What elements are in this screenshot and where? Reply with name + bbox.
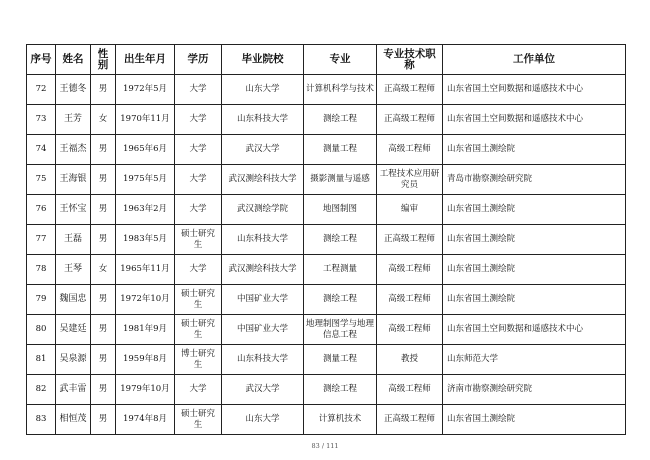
cell-major: 地图制图 bbox=[304, 195, 377, 225]
cell-seq: 81 bbox=[27, 345, 56, 375]
cell-workplace: 山东师范大学 bbox=[443, 345, 626, 375]
header-school: 毕业院校 bbox=[222, 45, 304, 75]
table-row bbox=[27, 165, 626, 195]
cell-name: 王海银 bbox=[56, 165, 91, 195]
cell-education: 博士研究生 bbox=[175, 345, 222, 375]
cell-title: 正高级工程师 bbox=[377, 105, 443, 135]
cell-name: 相恒茂 bbox=[56, 405, 91, 435]
cell-birth: 1965年11月 bbox=[116, 255, 175, 285]
cell-education: 大学 bbox=[175, 255, 222, 285]
cell-school: 中国矿业大学 bbox=[222, 285, 304, 315]
cell-gender: 男 bbox=[91, 75, 116, 105]
cell-school: 山东大学 bbox=[222, 405, 304, 435]
cell-education: 大学 bbox=[175, 105, 222, 135]
cell-education: 大学 bbox=[175, 165, 222, 195]
header-title: 专业技术职称 bbox=[377, 45, 443, 75]
cell-education: 大学 bbox=[175, 195, 222, 225]
cell-education: 大学 bbox=[175, 75, 222, 105]
table-row bbox=[27, 75, 626, 105]
cell-name: 武丰雷 bbox=[56, 375, 91, 405]
cell-seq: 74 bbox=[27, 135, 56, 165]
cell-education: 硕士研究生 bbox=[175, 285, 222, 315]
cell-birth: 1970年11月 bbox=[116, 105, 175, 135]
cell-major: 摄影测量与遥感 bbox=[304, 165, 377, 195]
cell-major: 测量工程 bbox=[304, 135, 377, 165]
cell-seq: 80 bbox=[27, 315, 56, 345]
cell-name: 吴泉源 bbox=[56, 345, 91, 375]
cell-birth: 1979年10月 bbox=[116, 375, 175, 405]
table-row bbox=[27, 225, 626, 255]
table-row bbox=[27, 195, 626, 225]
cell-seq: 83 bbox=[27, 405, 56, 435]
cell-school: 武汉大学 bbox=[222, 375, 304, 405]
cell-title: 高级工程师 bbox=[377, 315, 443, 345]
cell-name: 吴建廷 bbox=[56, 315, 91, 345]
cell-school: 中国矿业大学 bbox=[222, 315, 304, 345]
cell-gender: 女 bbox=[91, 255, 116, 285]
cell-birth: 1972年5月 bbox=[116, 75, 175, 105]
cell-birth: 1963年2月 bbox=[116, 195, 175, 225]
cell-major: 计算机科学与技术 bbox=[304, 75, 377, 105]
cell-workplace: 山东省国土测绘院 bbox=[443, 285, 626, 315]
cell-seq: 72 bbox=[27, 75, 56, 105]
cell-birth: 1972年10月 bbox=[116, 285, 175, 315]
cell-birth: 1974年8月 bbox=[116, 405, 175, 435]
cell-title: 正高级工程师 bbox=[377, 405, 443, 435]
cell-gender: 男 bbox=[91, 285, 116, 315]
cell-name: 王琴 bbox=[56, 255, 91, 285]
header-education: 学历 bbox=[175, 45, 222, 75]
cell-gender: 男 bbox=[91, 195, 116, 225]
cell-title: 高级工程师 bbox=[377, 255, 443, 285]
cell-birth: 1983年5月 bbox=[116, 225, 175, 255]
cell-workplace: 山东省国土空间数据和遥感技术中心 bbox=[443, 315, 626, 345]
cell-title: 工程技术应用研究员 bbox=[377, 165, 443, 195]
cell-gender: 男 bbox=[91, 165, 116, 195]
cell-name: 王德冬 bbox=[56, 75, 91, 105]
cell-major: 地理制图学与地理信息工程 bbox=[304, 315, 377, 345]
cell-title: 编审 bbox=[377, 195, 443, 225]
cell-major: 测绘工程 bbox=[304, 225, 377, 255]
cell-title: 教授 bbox=[377, 345, 443, 375]
table-row bbox=[27, 285, 626, 315]
cell-workplace: 山东省国土空间数据和遥感技术中心 bbox=[443, 75, 626, 105]
cell-workplace: 山东省国土测绘院 bbox=[443, 225, 626, 255]
cell-major: 测绘工程 bbox=[304, 375, 377, 405]
cell-school: 武汉测绘科技大学 bbox=[222, 255, 304, 285]
table-body bbox=[27, 75, 626, 435]
cell-gender: 男 bbox=[91, 405, 116, 435]
cell-seq: 76 bbox=[27, 195, 56, 225]
cell-workplace: 山东省国土空间数据和遥感技术中心 bbox=[443, 105, 626, 135]
cell-education: 大学 bbox=[175, 375, 222, 405]
cell-major: 测量工程 bbox=[304, 345, 377, 375]
personnel-table bbox=[26, 44, 626, 435]
cell-title: 正高级工程师 bbox=[377, 225, 443, 255]
cell-seq: 82 bbox=[27, 375, 56, 405]
header-name: 姓名 bbox=[56, 45, 91, 75]
cell-major: 测绘工程 bbox=[304, 105, 377, 135]
cell-gender: 男 bbox=[91, 225, 116, 255]
cell-birth: 1981年9月 bbox=[116, 315, 175, 345]
cell-major: 测绘工程 bbox=[304, 285, 377, 315]
cell-gender: 男 bbox=[91, 345, 116, 375]
header-workplace: 工作单位 bbox=[443, 45, 626, 75]
cell-gender: 女 bbox=[91, 105, 116, 135]
header-gender: 性别 bbox=[91, 45, 116, 75]
cell-gender: 男 bbox=[91, 315, 116, 345]
cell-education: 硕士研究生 bbox=[175, 225, 222, 255]
cell-school: 山东科技大学 bbox=[222, 105, 304, 135]
cell-seq: 73 bbox=[27, 105, 56, 135]
cell-workplace: 青岛市勘察测绘研究院 bbox=[443, 165, 626, 195]
cell-seq: 78 bbox=[27, 255, 56, 285]
table-row bbox=[27, 255, 626, 285]
cell-title: 正高级工程师 bbox=[377, 75, 443, 105]
cell-education: 硕士研究生 bbox=[175, 315, 222, 345]
cell-seq: 75 bbox=[27, 165, 56, 195]
cell-birth: 1959年8月 bbox=[116, 345, 175, 375]
cell-school: 武汉测绘科技大学 bbox=[222, 165, 304, 195]
table-header-row bbox=[27, 45, 626, 75]
cell-school: 武汉测绘学院 bbox=[222, 195, 304, 225]
cell-education: 大学 bbox=[175, 135, 222, 165]
table-row bbox=[27, 375, 626, 405]
cell-birth: 1975年5月 bbox=[116, 165, 175, 195]
cell-education: 硕士研究生 bbox=[175, 405, 222, 435]
cell-workplace: 山东省国土测绘院 bbox=[443, 405, 626, 435]
table-row bbox=[27, 345, 626, 375]
cell-school: 山东大学 bbox=[222, 75, 304, 105]
cell-seq: 79 bbox=[27, 285, 56, 315]
cell-title: 高级工程师 bbox=[377, 135, 443, 165]
cell-title: 高级工程师 bbox=[377, 285, 443, 315]
cell-major: 工程测量 bbox=[304, 255, 377, 285]
cell-name: 王怀宝 bbox=[56, 195, 91, 225]
cell-name: 王磊 bbox=[56, 225, 91, 255]
cell-gender: 男 bbox=[91, 375, 116, 405]
cell-workplace: 山东省国土测绘院 bbox=[443, 255, 626, 285]
cell-birth: 1965年6月 bbox=[116, 135, 175, 165]
header-seq: 序号 bbox=[27, 45, 56, 75]
cell-school: 山东科技大学 bbox=[222, 345, 304, 375]
cell-gender: 男 bbox=[91, 135, 116, 165]
cell-major: 计算机技术 bbox=[304, 405, 377, 435]
cell-name: 王芳 bbox=[56, 105, 91, 135]
cell-workplace: 济南市勘察测绘研究院 bbox=[443, 375, 626, 405]
cell-title: 高级工程师 bbox=[377, 375, 443, 405]
table-row bbox=[27, 315, 626, 345]
cell-seq: 77 bbox=[27, 225, 56, 255]
cell-name: 王福杰 bbox=[56, 135, 91, 165]
header-birth: 出生年月 bbox=[116, 45, 175, 75]
cell-workplace: 山东省国土测绘院 bbox=[443, 135, 626, 165]
cell-school: 武汉大学 bbox=[222, 135, 304, 165]
page-number: 83 / 111 bbox=[311, 442, 339, 450]
cell-school: 山东科技大学 bbox=[222, 225, 304, 255]
cell-name: 魏国忠 bbox=[56, 285, 91, 315]
header-major: 专业 bbox=[304, 45, 377, 75]
cell-workplace: 山东省国土测绘院 bbox=[443, 195, 626, 225]
table-row bbox=[27, 135, 626, 165]
table-row bbox=[27, 405, 626, 435]
table-row bbox=[27, 105, 626, 135]
